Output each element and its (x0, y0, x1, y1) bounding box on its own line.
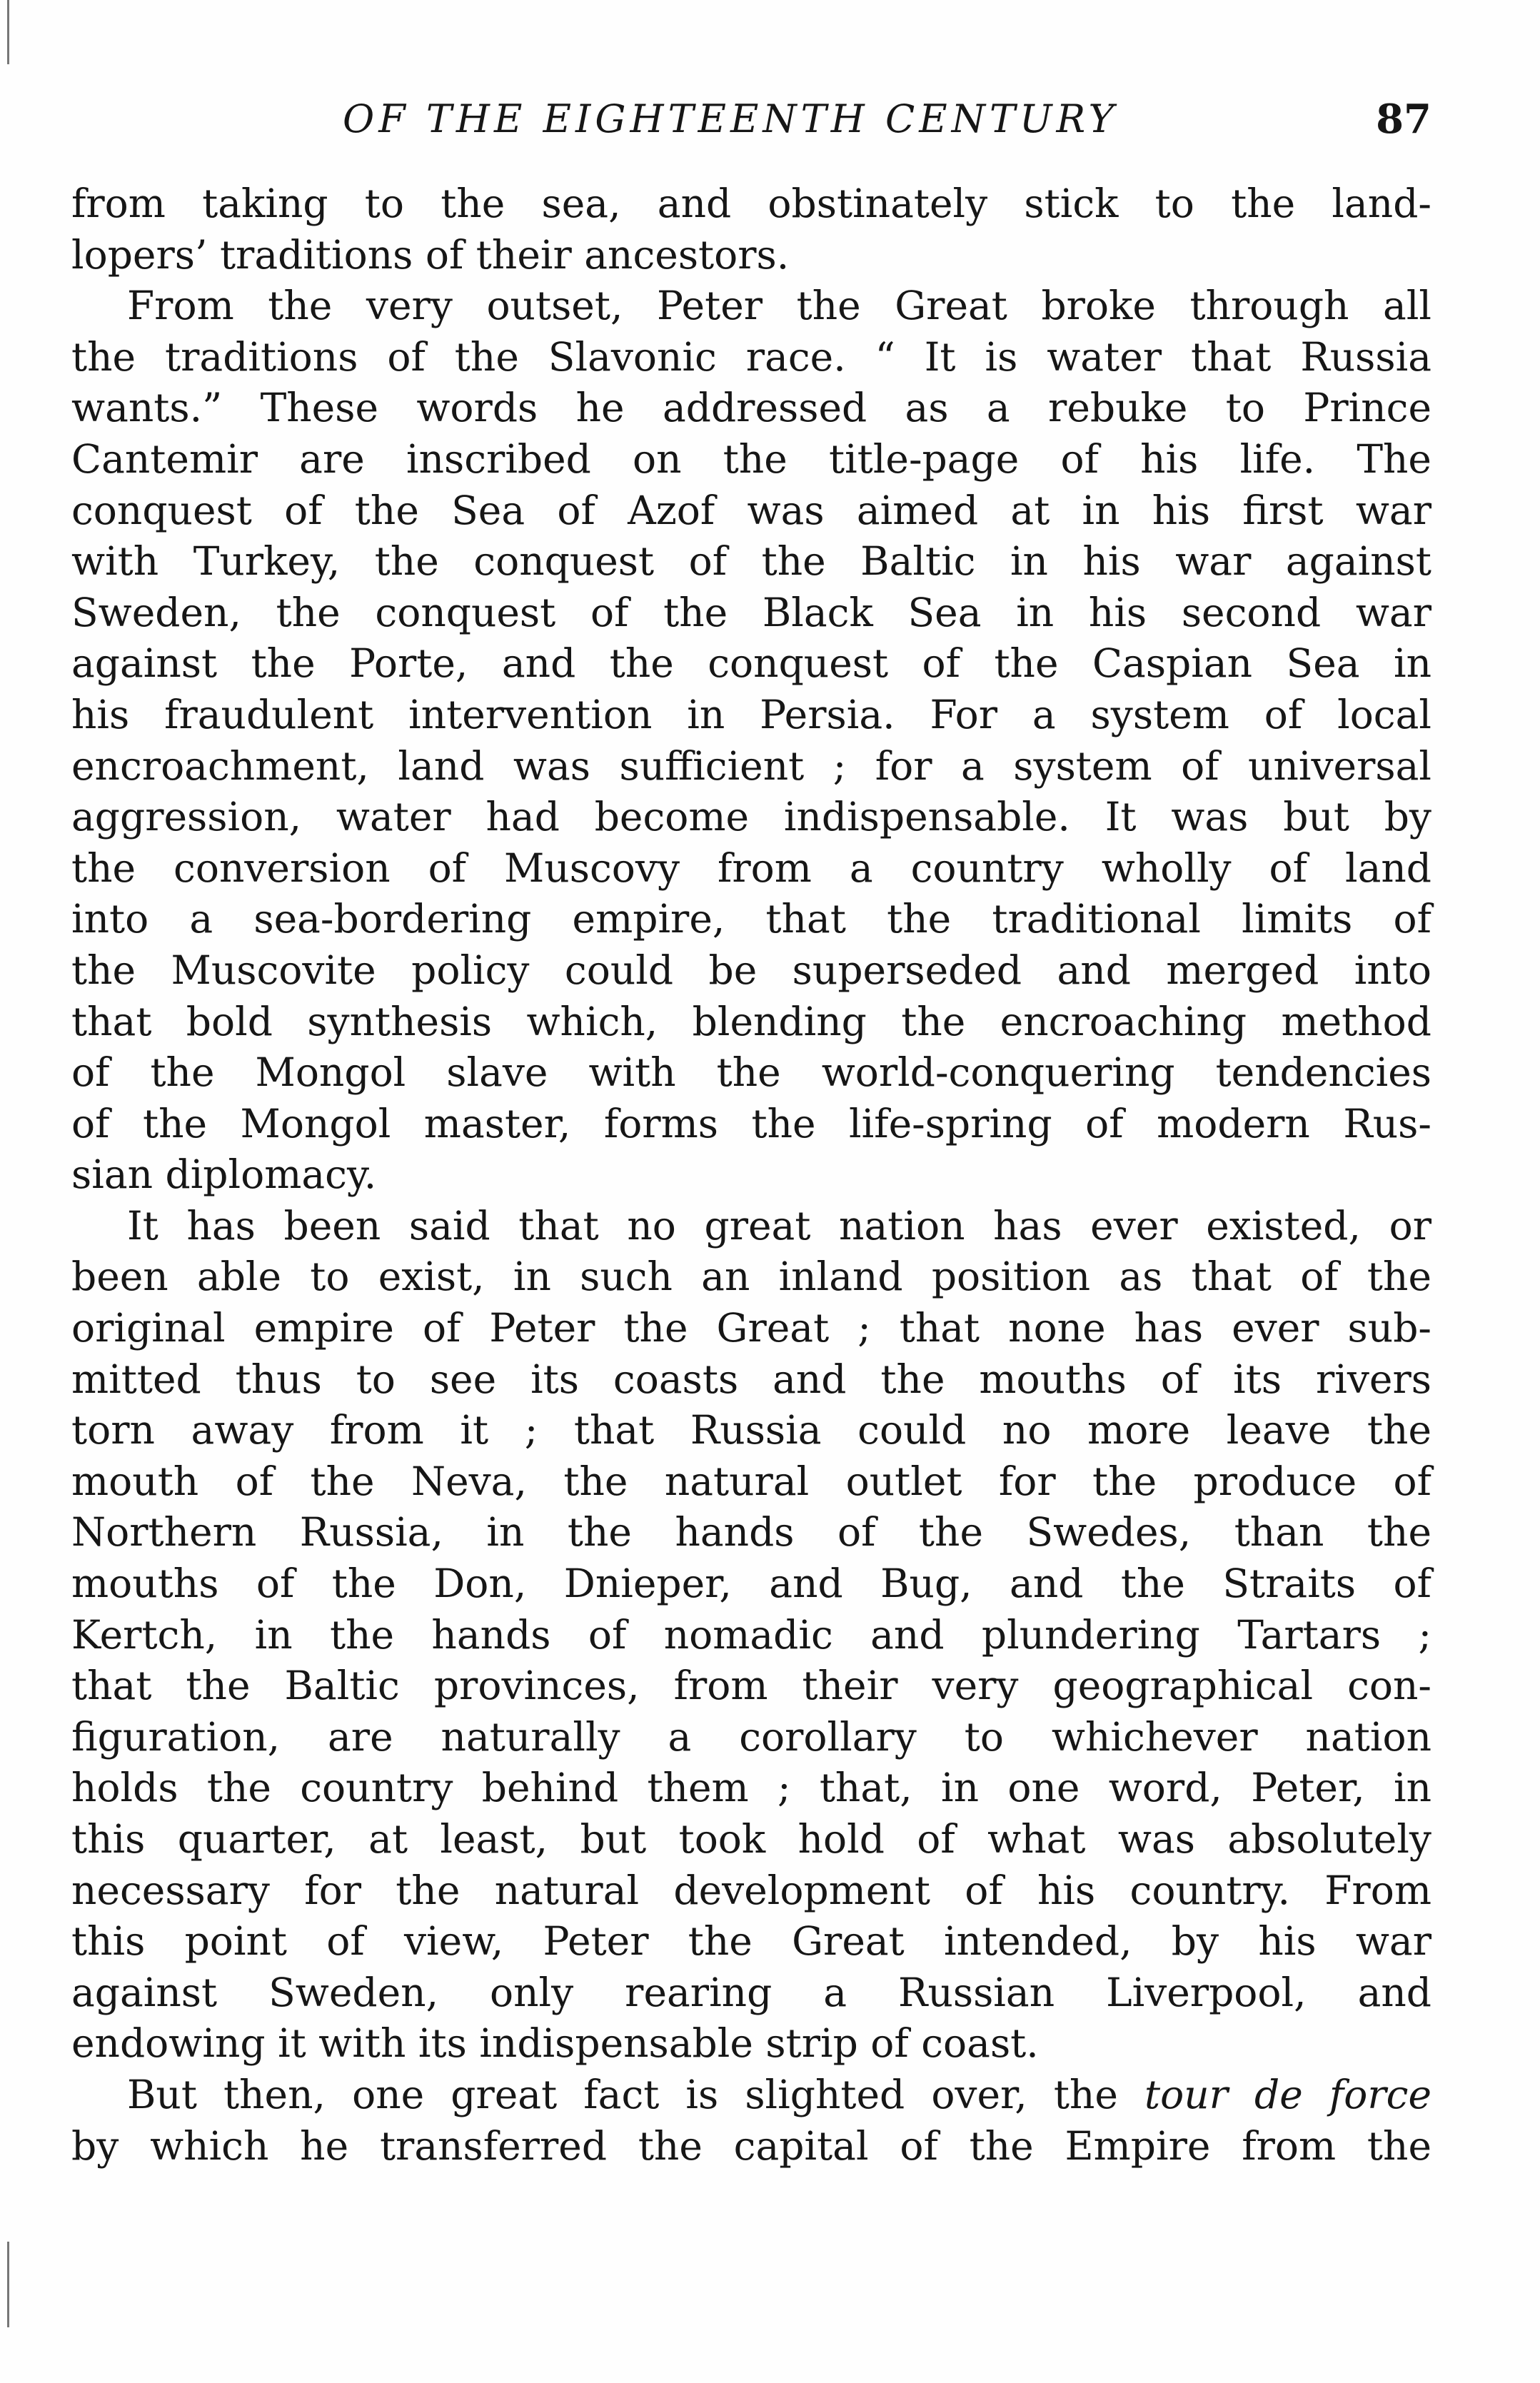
text-line: against Sweden, only rearing a Russian Liverpool, and (71, 1969, 1431, 2015)
page-number: 87 (1376, 96, 1431, 143)
text-line: original empire of Peter the Great ; that none has ever sub- (71, 1305, 1431, 1351)
text-line: this point of view, Peter the Great intended, by his war (71, 1918, 1431, 1965)
text-line: Sweden, the conquest of the Black Sea in his second war (71, 589, 1431, 635)
text-line (71, 2070, 1431, 2121)
text-line: aggression, water had become indispensable. It was but by (71, 794, 1431, 840)
text-line: necessary for the natural development of his country. From (71, 1867, 1431, 1913)
text-line: with Turkey, the conquest of the Baltic in his war against (71, 538, 1431, 585)
text-line: been able to exist, in such an inland position as that of the (71, 1254, 1431, 1300)
text-line: wants.” These words he addressed as a rebuke to Prince (71, 385, 1431, 431)
text-line: mouths of the Don, Dnieper, and Bug, and the Straits of (71, 1561, 1431, 1607)
text-line: lopers’ traditions of their ancestors. (71, 231, 790, 278)
text-line: his fraudulent intervention in Persia. For a system of local (71, 691, 1431, 737)
gutter-mark (7, 2242, 9, 2327)
text-line: endowing it with its indispensable strip of coast. (71, 2020, 1039, 2067)
text-line: sian diplomacy. (71, 1152, 377, 1198)
text-line: Kertch, in the hands of nomadic and plundering Tartars ; (71, 1611, 1431, 1658)
text-line: the conversion of Muscovy from a country wholly of land (71, 845, 1431, 891)
text-line: into a sea-bordering empire, that the traditional limits of (71, 896, 1431, 942)
text-line: encroachment, land was sufficient ; for a system of universal (71, 742, 1431, 789)
text-line: that the Baltic provinces, from their very geographical con- (71, 1663, 1431, 1709)
text-line: torn away from it ; that Russia could no more leave the (71, 1407, 1431, 1454)
italic-phrase: tour de force (1144, 2071, 1432, 2117)
text-line: mitted thus to see its coasts and the mouths of its rivers (71, 1356, 1431, 1402)
text-line: Northern Russia, in the hands of the Swedes, than the (71, 1509, 1431, 1556)
text-line: holds the country behind them ; that, in one word, Peter, in (71, 1765, 1431, 1811)
body-text (71, 178, 1431, 2172)
gutter-mark (7, 0, 9, 64)
text-line: that bold synthesis which, blending the encroaching method (71, 998, 1431, 1044)
text-line: the traditions of the Slavonic race. “ It is water that Russia (71, 333, 1431, 380)
text-line: from taking to the sea, and obstinately stick to the land- (71, 181, 1431, 226)
text-line: of the Mongol master, forms the life-spring of modern Rus- (71, 1100, 1431, 1147)
running-title: OF THE EIGHTEENTH CENTURY (343, 96, 1119, 141)
text-line: of the Mongol slave with the world-conquering tendencies (71, 1049, 1431, 1096)
text-line: Cantemir are inscribed on the title-page of his life. The (71, 435, 1431, 482)
text-line: against the Porte, and the conquest of the Caspian Sea in (71, 640, 1431, 687)
text-line: mouth of the Neva, the natural outlet for the produce of (71, 1458, 1431, 1504)
text-line: this quarter, at least, but took hold of what was absolutely (71, 1816, 1431, 1862)
text-segment: But then, one great fact is slighted over, the (127, 2071, 1145, 2117)
text-line: by which he transferred the capital of the Empire from the (71, 2122, 1431, 2169)
text-line: figuration, are naturally a corollary to whichever nation (71, 1713, 1431, 1760)
text-line: conquest of the Sea of Azof was aimed at in his first war (71, 487, 1431, 533)
text-line: From the very outset, Peter the Great broke through all (127, 283, 1431, 329)
text-line: It has been said that no great nation has ever existed, or (127, 1202, 1431, 1249)
running-head (71, 94, 1431, 144)
text-line: the Muscovite policy could be superseded and merged into (71, 947, 1431, 993)
